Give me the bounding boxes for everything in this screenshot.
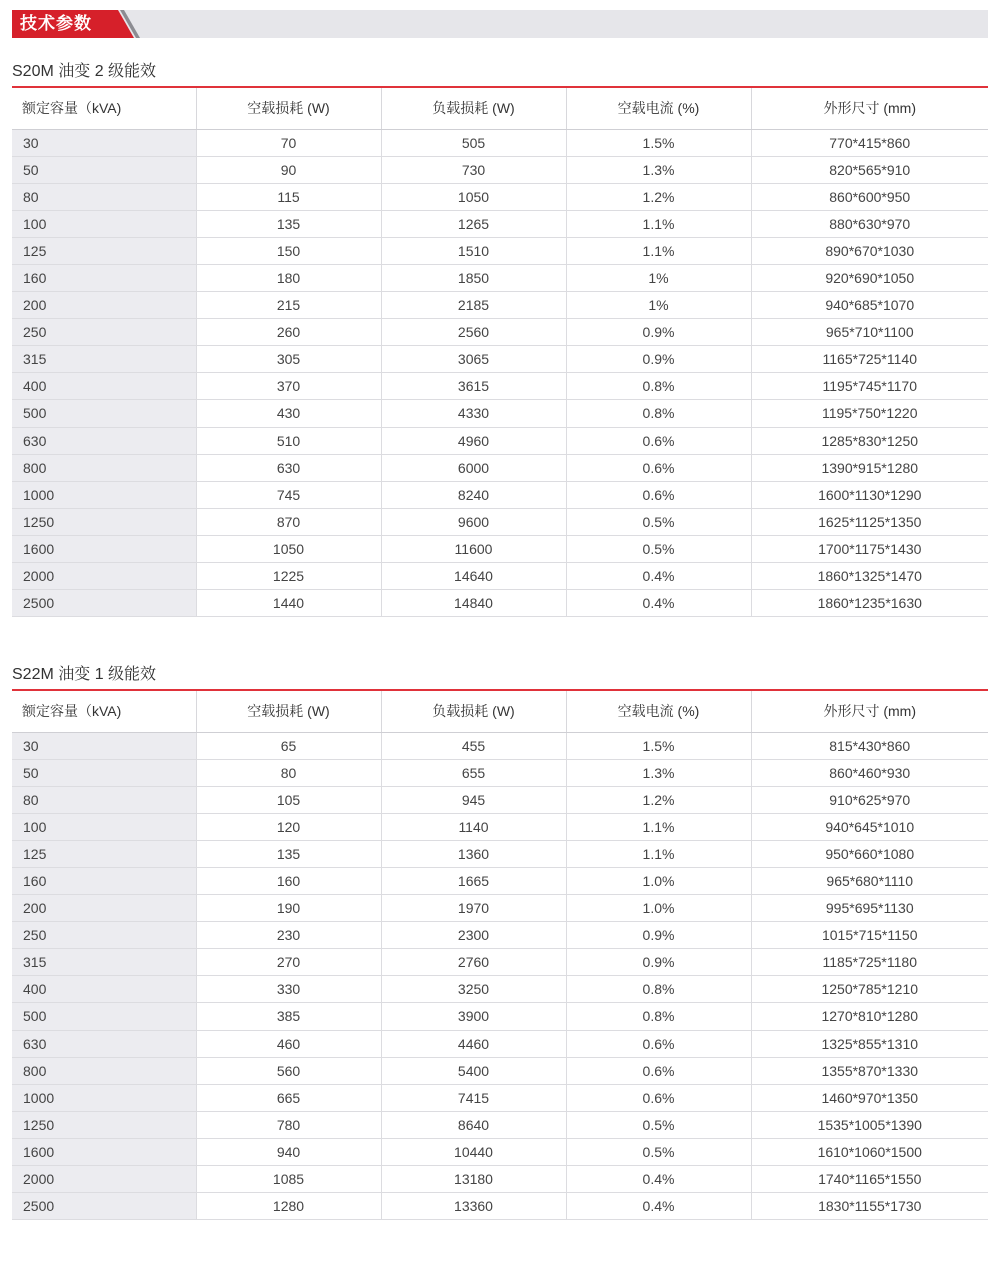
cell-no-load-loss: 665 <box>196 1084 381 1111</box>
cell-load-loss: 1850 <box>381 264 566 291</box>
section-header-bar <box>12 10 988 38</box>
cell-no-load-loss: 215 <box>196 292 381 319</box>
cell-no-load-loss: 190 <box>196 895 381 922</box>
cell-load-loss: 3065 <box>381 346 566 373</box>
cell-no-load-current: 0.8% <box>566 400 751 427</box>
cell-rated-capacity: 250 <box>12 319 196 346</box>
cell-dimensions: 1285*830*1250 <box>751 427 988 454</box>
cell-rated-capacity: 630 <box>12 427 196 454</box>
table-row <box>12 427 988 454</box>
cell-rated-capacity: 800 <box>12 454 196 481</box>
cell-no-load-current: 1.3% <box>566 156 751 183</box>
cell-no-load-loss: 330 <box>196 976 381 1003</box>
cell-load-loss: 6000 <box>381 454 566 481</box>
cell-dimensions: 940*685*1070 <box>751 292 988 319</box>
cell-rated-capacity: 500 <box>12 1003 196 1030</box>
table-row <box>12 867 988 894</box>
cell-no-load-current: 1.5% <box>566 129 751 156</box>
table-header-row <box>12 87 988 129</box>
cell-no-load-current: 1.3% <box>566 759 751 786</box>
cell-dimensions: 1325*855*1310 <box>751 1030 988 1057</box>
table-row <box>12 976 988 1003</box>
cell-rated-capacity: 800 <box>12 1057 196 1084</box>
spec-table-s22m <box>12 689 988 1220</box>
cell-rated-capacity: 200 <box>12 292 196 319</box>
cell-rated-capacity: 315 <box>12 346 196 373</box>
table-row <box>12 759 988 786</box>
cell-no-load-loss: 105 <box>196 786 381 813</box>
table-row <box>12 129 988 156</box>
header-load-loss: 负载损耗 (W) <box>381 87 566 129</box>
table-row <box>12 535 988 562</box>
header-no-load-current: 空载电流 (%) <box>566 87 751 129</box>
cell-dimensions: 1700*1175*1430 <box>751 535 988 562</box>
cell-load-loss: 2560 <box>381 319 566 346</box>
cell-no-load-loss: 1225 <box>196 563 381 590</box>
header-no-load-loss: 空载损耗 (W) <box>196 87 381 129</box>
table-body <box>12 732 988 1220</box>
cell-no-load-loss: 370 <box>196 373 381 400</box>
cell-dimensions: 1600*1130*1290 <box>751 481 988 508</box>
cell-no-load-current: 0.8% <box>566 1003 751 1030</box>
cell-dimensions: 1185*725*1180 <box>751 949 988 976</box>
cell-load-loss: 655 <box>381 759 566 786</box>
cell-no-load-current: 1.1% <box>566 237 751 264</box>
cell-rated-capacity: 500 <box>12 400 196 427</box>
cell-rated-capacity: 250 <box>12 922 196 949</box>
cell-load-loss: 730 <box>381 156 566 183</box>
cell-rated-capacity: 400 <box>12 373 196 400</box>
cell-no-load-current: 0.9% <box>566 319 751 346</box>
cell-load-loss: 7415 <box>381 1084 566 1111</box>
table-row <box>12 264 988 291</box>
table-row <box>12 210 988 237</box>
cell-no-load-current: 1.1% <box>566 813 751 840</box>
cell-rated-capacity: 630 <box>12 1030 196 1057</box>
table-row <box>12 1084 988 1111</box>
cell-dimensions: 1830*1155*1730 <box>751 1193 988 1220</box>
cell-no-load-current: 0.4% <box>566 563 751 590</box>
cell-no-load-loss: 160 <box>196 867 381 894</box>
cell-rated-capacity: 2500 <box>12 590 196 617</box>
cell-rated-capacity: 160 <box>12 867 196 894</box>
cell-rated-capacity: 125 <box>12 840 196 867</box>
table-row <box>12 183 988 210</box>
table-row <box>12 1193 988 1220</box>
cell-dimensions: 965*710*1100 <box>751 319 988 346</box>
cell-rated-capacity: 100 <box>12 210 196 237</box>
cell-dimensions: 1610*1060*1500 <box>751 1138 988 1165</box>
cell-rated-capacity: 30 <box>12 732 196 759</box>
cell-no-load-loss: 90 <box>196 156 381 183</box>
cell-no-load-loss: 630 <box>196 454 381 481</box>
table-row <box>12 590 988 617</box>
cell-no-load-loss: 1085 <box>196 1166 381 1193</box>
cell-no-load-current: 1.0% <box>566 895 751 922</box>
cell-rated-capacity: 160 <box>12 264 196 291</box>
table-row <box>12 1057 988 1084</box>
cell-dimensions: 1535*1005*1390 <box>751 1111 988 1138</box>
cell-dimensions: 770*415*860 <box>751 129 988 156</box>
cell-no-load-current: 1% <box>566 292 751 319</box>
header-no-load-current: 空载电流 (%) <box>566 690 751 732</box>
cell-no-load-current: 1.0% <box>566 867 751 894</box>
cell-load-loss: 455 <box>381 732 566 759</box>
table-row <box>12 1138 988 1165</box>
cell-no-load-loss: 80 <box>196 759 381 786</box>
cell-no-load-loss: 560 <box>196 1057 381 1084</box>
cell-dimensions: 1195*750*1220 <box>751 400 988 427</box>
cell-no-load-current: 0.6% <box>566 481 751 508</box>
table-1-title: S20M 油变 2 级能效 <box>12 63 157 80</box>
cell-no-load-current: 0.5% <box>566 535 751 562</box>
cell-no-load-loss: 870 <box>196 508 381 535</box>
cell-dimensions: 995*695*1130 <box>751 895 988 922</box>
cell-dimensions: 880*630*970 <box>751 210 988 237</box>
cell-no-load-current: 0.9% <box>566 346 751 373</box>
header-dimensions: 外形尺寸 (mm) <box>751 690 988 732</box>
cell-no-load-loss: 745 <box>196 481 381 508</box>
cell-no-load-current: 1.1% <box>566 840 751 867</box>
cell-rated-capacity: 1250 <box>12 1111 196 1138</box>
cell-no-load-loss: 1440 <box>196 590 381 617</box>
cell-load-loss: 4960 <box>381 427 566 454</box>
cell-no-load-current: 0.9% <box>566 922 751 949</box>
cell-load-loss: 2185 <box>381 292 566 319</box>
cell-no-load-loss: 1280 <box>196 1193 381 1220</box>
cell-rated-capacity: 100 <box>12 813 196 840</box>
table-row <box>12 508 988 535</box>
cell-rated-capacity: 1000 <box>12 1084 196 1111</box>
cell-load-loss: 5400 <box>381 1057 566 1084</box>
table-row <box>12 346 988 373</box>
cell-rated-capacity: 315 <box>12 949 196 976</box>
cell-dimensions: 1195*745*1170 <box>751 373 988 400</box>
table-row <box>12 156 988 183</box>
table-row <box>12 1166 988 1193</box>
table-row <box>12 895 988 922</box>
header-load-loss: 负载损耗 (W) <box>381 690 566 732</box>
cell-dimensions: 815*430*860 <box>751 732 988 759</box>
cell-no-load-loss: 510 <box>196 427 381 454</box>
cell-load-loss: 1510 <box>381 237 566 264</box>
header-dimensions: 外形尺寸 (mm) <box>751 87 988 129</box>
cell-dimensions: 1015*715*1150 <box>751 922 988 949</box>
cell-no-load-loss: 385 <box>196 1003 381 1030</box>
cell-load-loss: 4330 <box>381 400 566 427</box>
table-row <box>12 1030 988 1057</box>
cell-rated-capacity: 2000 <box>12 563 196 590</box>
table-row <box>12 454 988 481</box>
cell-load-loss: 1050 <box>381 183 566 210</box>
spec-table-s20m <box>12 86 988 617</box>
cell-load-loss: 13180 <box>381 1166 566 1193</box>
table-row <box>12 481 988 508</box>
cell-no-load-loss: 120 <box>196 813 381 840</box>
cell-rated-capacity: 400 <box>12 976 196 1003</box>
table-row <box>12 840 988 867</box>
cell-no-load-current: 0.6% <box>566 1057 751 1084</box>
cell-no-load-loss: 1050 <box>196 535 381 562</box>
cell-dimensions: 1390*915*1280 <box>751 454 988 481</box>
cell-no-load-current: 0.5% <box>566 1138 751 1165</box>
cell-no-load-loss: 305 <box>196 346 381 373</box>
cell-rated-capacity: 200 <box>12 895 196 922</box>
cell-rated-capacity: 2500 <box>12 1193 196 1220</box>
table-row <box>12 922 988 949</box>
cell-no-load-current: 1.2% <box>566 786 751 813</box>
cell-dimensions: 1625*1125*1350 <box>751 508 988 535</box>
cell-dimensions: 920*690*1050 <box>751 264 988 291</box>
cell-load-loss: 8240 <box>381 481 566 508</box>
cell-load-loss: 1265 <box>381 210 566 237</box>
cell-dimensions: 820*565*910 <box>751 156 988 183</box>
cell-no-load-loss: 135 <box>196 840 381 867</box>
cell-no-load-loss: 430 <box>196 400 381 427</box>
table-row <box>12 813 988 840</box>
table-row <box>12 732 988 759</box>
cell-load-loss: 14640 <box>381 563 566 590</box>
cell-no-load-current: 0.4% <box>566 590 751 617</box>
cell-dimensions: 1165*725*1140 <box>751 346 988 373</box>
header-no-load-loss: 空载损耗 (W) <box>196 690 381 732</box>
table-row <box>12 292 988 319</box>
cell-dimensions: 1460*970*1350 <box>751 1084 988 1111</box>
cell-load-loss: 1665 <box>381 867 566 894</box>
cell-rated-capacity: 80 <box>12 786 196 813</box>
cell-no-load-current: 0.6% <box>566 427 751 454</box>
cell-no-load-current: 0.6% <box>566 1084 751 1111</box>
cell-no-load-loss: 70 <box>196 129 381 156</box>
cell-no-load-current: 0.6% <box>566 454 751 481</box>
cell-no-load-current: 1.1% <box>566 210 751 237</box>
cell-load-loss: 3615 <box>381 373 566 400</box>
cell-no-load-current: 1% <box>566 264 751 291</box>
table-row <box>12 786 988 813</box>
header-rated-capacity: 额定容量（kVA) <box>12 87 196 129</box>
cell-rated-capacity: 125 <box>12 237 196 264</box>
cell-no-load-current: 0.6% <box>566 1030 751 1057</box>
cell-no-load-current: 1.2% <box>566 183 751 210</box>
table-row <box>12 373 988 400</box>
cell-load-loss: 4460 <box>381 1030 566 1057</box>
table-row <box>12 1111 988 1138</box>
header-rated-capacity: 额定容量（kVA) <box>12 690 196 732</box>
cell-load-loss: 2300 <box>381 922 566 949</box>
cell-rated-capacity: 50 <box>12 759 196 786</box>
cell-rated-capacity: 30 <box>12 129 196 156</box>
cell-no-load-loss: 940 <box>196 1138 381 1165</box>
cell-dimensions: 910*625*970 <box>751 786 988 813</box>
table-header-row <box>12 690 988 732</box>
cell-rated-capacity: 1000 <box>12 481 196 508</box>
cell-no-load-loss: 780 <box>196 1111 381 1138</box>
cell-load-loss: 945 <box>381 786 566 813</box>
cell-load-loss: 3250 <box>381 976 566 1003</box>
cell-no-load-loss: 270 <box>196 949 381 976</box>
cell-dimensions: 890*670*1030 <box>751 237 988 264</box>
cell-dimensions: 1860*1325*1470 <box>751 563 988 590</box>
cell-no-load-current: 0.8% <box>566 373 751 400</box>
cell-rated-capacity: 50 <box>12 156 196 183</box>
cell-load-loss: 1140 <box>381 813 566 840</box>
cell-rated-capacity: 1600 <box>12 1138 196 1165</box>
table-row <box>12 400 988 427</box>
table-row <box>12 563 988 590</box>
cell-load-loss: 10440 <box>381 1138 566 1165</box>
cell-load-loss: 14840 <box>381 590 566 617</box>
page-title: 技术参数 <box>20 14 92 33</box>
cell-rated-capacity: 2000 <box>12 1166 196 1193</box>
cell-no-load-loss: 230 <box>196 922 381 949</box>
table-2-title: S22M 油变 1 级能效 <box>12 666 157 683</box>
cell-load-loss: 2760 <box>381 949 566 976</box>
cell-dimensions: 965*680*1110 <box>751 867 988 894</box>
cell-no-load-loss: 260 <box>196 319 381 346</box>
cell-dimensions: 1270*810*1280 <box>751 1003 988 1030</box>
cell-dimensions: 1250*785*1210 <box>751 976 988 1003</box>
cell-no-load-current: 0.5% <box>566 508 751 535</box>
cell-no-load-current: 0.4% <box>566 1193 751 1220</box>
cell-no-load-current: 1.5% <box>566 732 751 759</box>
cell-load-loss: 9600 <box>381 508 566 535</box>
cell-no-load-loss: 180 <box>196 264 381 291</box>
cell-load-loss: 8640 <box>381 1111 566 1138</box>
cell-no-load-current: 0.9% <box>566 949 751 976</box>
cell-load-loss: 1970 <box>381 895 566 922</box>
cell-no-load-current: 0.8% <box>566 976 751 1003</box>
table-body <box>12 129 988 617</box>
cell-no-load-loss: 150 <box>196 237 381 264</box>
cell-no-load-loss: 460 <box>196 1030 381 1057</box>
cell-load-loss: 505 <box>381 129 566 156</box>
cell-dimensions: 950*660*1080 <box>751 840 988 867</box>
cell-no-load-current: 0.4% <box>566 1166 751 1193</box>
cell-dimensions: 860*460*930 <box>751 759 988 786</box>
cell-load-loss: 13360 <box>381 1193 566 1220</box>
cell-dimensions: 940*645*1010 <box>751 813 988 840</box>
cell-no-load-loss: 65 <box>196 732 381 759</box>
cell-no-load-current: 0.5% <box>566 1111 751 1138</box>
cell-load-loss: 3900 <box>381 1003 566 1030</box>
cell-dimensions: 1860*1235*1630 <box>751 590 988 617</box>
cell-dimensions: 1740*1165*1550 <box>751 1166 988 1193</box>
table-row <box>12 949 988 976</box>
cell-rated-capacity: 1250 <box>12 508 196 535</box>
table-row <box>12 1003 988 1030</box>
cell-load-loss: 11600 <box>381 535 566 562</box>
cell-dimensions: 1355*870*1330 <box>751 1057 988 1084</box>
cell-no-load-loss: 115 <box>196 183 381 210</box>
table-row <box>12 237 988 264</box>
cell-no-load-loss: 135 <box>196 210 381 237</box>
cell-dimensions: 860*600*950 <box>751 183 988 210</box>
cell-rated-capacity: 80 <box>12 183 196 210</box>
cell-rated-capacity: 1600 <box>12 535 196 562</box>
cell-load-loss: 1360 <box>381 840 566 867</box>
table-row <box>12 319 988 346</box>
